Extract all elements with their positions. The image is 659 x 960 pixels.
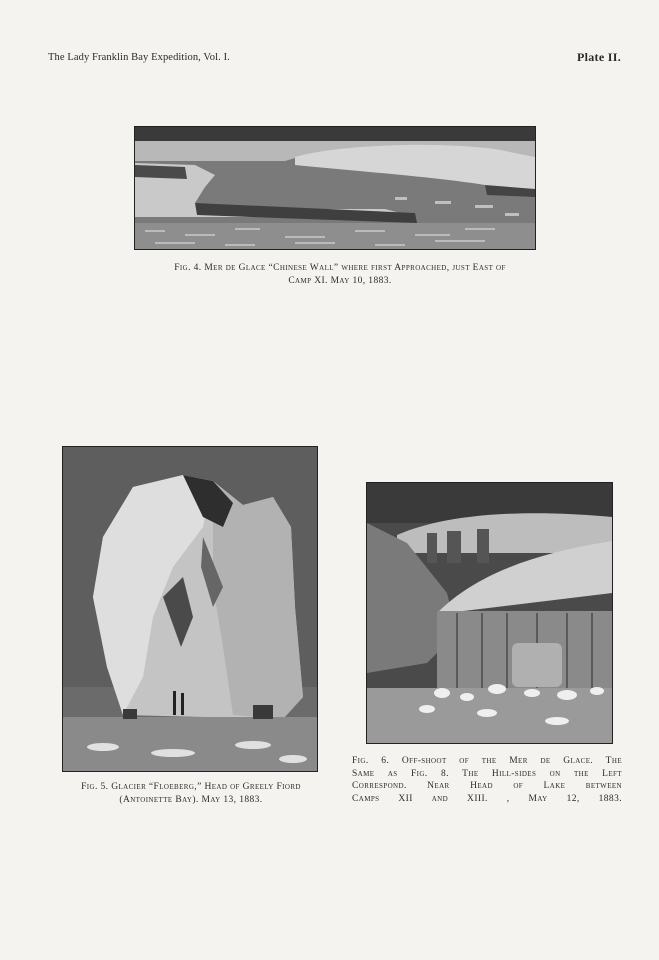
fig6-caption: [352, 755, 622, 805]
caption-line: Camp XI. May 10, 1883.: [288, 275, 392, 286]
caption-line: Camps XII and XIII. , May 12, 1883.: [352, 793, 622, 804]
fig5-illustration: [62, 446, 318, 772]
fig5-caption: [56, 781, 326, 806]
running-header: The Lady Franklin Bay Expedition, Vol. I.: [48, 52, 230, 63]
caption-line: (Antoinette Bay). May 13, 1883.: [119, 794, 263, 805]
fig4-illustration: [134, 126, 536, 250]
fig4-caption: [100, 262, 580, 287]
caption-line: Fig. 5. Glacier “Floeberg,” Head of Greely Fiord: [81, 782, 301, 792]
caption-line: Same as Fig. 8. The Hill-sides on the Left: [352, 768, 622, 779]
caption-line: Fig. 4. Mer de Glace “Chinese Wall” where first Approached, just East of: [174, 263, 506, 273]
plate-number: Plate II.: [576, 50, 621, 64]
caption-line: Fig. 6. Off-shoot of the Mer de Glace. The: [352, 756, 622, 766]
fig6-illustration: [366, 482, 613, 744]
caption-line: Correspond. Near Head of Lake between: [352, 781, 622, 791]
